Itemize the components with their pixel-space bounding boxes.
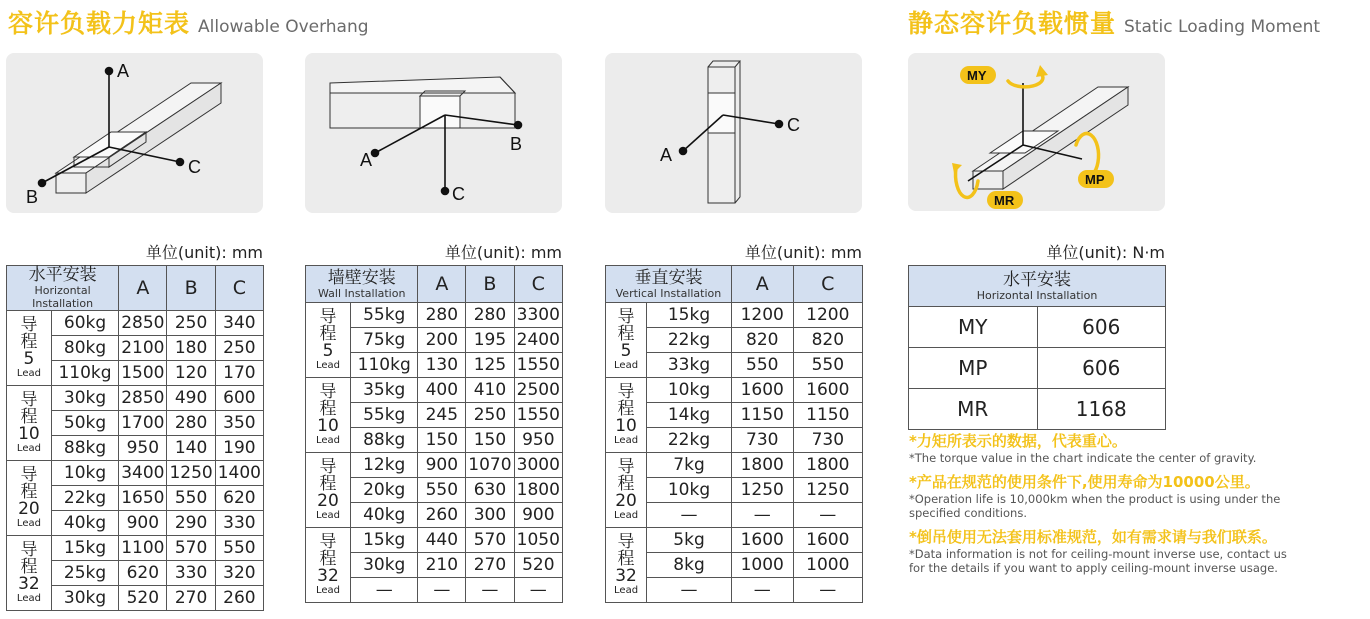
moment-illustration (908, 53, 1165, 211)
lead-char: 导 (20, 314, 38, 335)
value-cell: 820 (793, 328, 862, 353)
header-left (8, 4, 369, 40)
lead-value: 20 (615, 490, 637, 511)
header-right (908, 4, 1320, 40)
value-cell: — (466, 578, 514, 603)
value-cell: 340 (215, 311, 263, 336)
value-cell: 1550 (514, 353, 562, 378)
note-en: *Operation life is 10,000km when the product is using under the specified conditions. (909, 492, 1281, 520)
moment-value: 606 (1037, 348, 1166, 389)
value-cell: 440 (418, 528, 466, 553)
lead-word: Lead (614, 509, 639, 521)
lead-char: 导 (319, 531, 337, 552)
load-cell: 55kg (350, 303, 417, 328)
lead-char: 导 (20, 389, 38, 410)
value-cell: 2400 (514, 328, 562, 353)
load-cell: 25kg (51, 561, 118, 586)
value-cell: 200 (418, 328, 466, 353)
header-en: Horizontal Installation (976, 288, 1098, 302)
note-en: *The torque value in the chart indicate the center of gravity. (909, 451, 1257, 465)
lead-char: 程 (617, 548, 635, 569)
unit-label-3: 单位(unit): mm (744, 243, 862, 262)
value-cell: 1550 (514, 403, 562, 428)
title-zh-left: 容许负载力矩表 (8, 9, 191, 38)
wall-install-illustration (305, 53, 562, 213)
load-cell: — (350, 578, 417, 603)
label-c: C (787, 115, 800, 135)
load-cell: 50kg (51, 411, 118, 436)
label-my: MY (967, 68, 987, 83)
moment-name: MY (909, 307, 1038, 348)
lead-word: Lead (614, 434, 639, 446)
column-header-c: C (514, 266, 562, 303)
label-mr: MR (994, 193, 1015, 208)
value-cell: 1800 (793, 453, 862, 478)
lead-char: 程 (319, 473, 337, 494)
load-cell: 10kg (647, 378, 732, 403)
table-row (7, 536, 264, 561)
value-cell: 2500 (514, 378, 562, 403)
value-cell: 730 (793, 428, 862, 453)
value-cell: 250 (167, 311, 215, 336)
table-header-title (7, 266, 119, 311)
unit-label-2: 单位(unit): mm (444, 243, 562, 262)
lead-cell (306, 453, 351, 528)
value-cell: 250 (215, 336, 263, 361)
lead-char: 导 (20, 539, 38, 560)
diagram-vertical (605, 53, 862, 213)
value-cell: — (731, 503, 793, 528)
value-cell: 210 (418, 553, 466, 578)
load-cell: 75kg (350, 328, 417, 353)
load-cell: 40kg (350, 503, 417, 528)
label-b: B (26, 187, 39, 207)
lead-cell (7, 311, 52, 386)
vertical-install-illustration (605, 53, 862, 213)
value-cell: 520 (119, 586, 167, 611)
table-row (7, 461, 264, 486)
table-row (306, 453, 563, 478)
value-cell: 1500 (119, 361, 167, 386)
unit-label-1: 单位(unit): mm (145, 243, 263, 262)
lead-cell (606, 453, 647, 528)
value-cell: 1150 (731, 403, 793, 428)
value-cell: — (793, 503, 862, 528)
column-header-c: C (793, 266, 862, 303)
lead-cell (606, 378, 647, 453)
moment-row (909, 307, 1166, 348)
value-cell: 900 (418, 453, 466, 478)
value-cell: 180 (167, 336, 215, 361)
label-b: B (510, 134, 523, 154)
lead-char: 程 (319, 548, 337, 569)
value-cell: 1200 (731, 303, 793, 328)
moment-header-row (909, 266, 1166, 307)
value-cell: 260 (418, 503, 466, 528)
value-cell: 1200 (793, 303, 862, 328)
value-cell: — (514, 578, 562, 603)
lead-value: 10 (317, 415, 339, 436)
value-cell: 280 (418, 303, 466, 328)
value-cell: 1000 (731, 553, 793, 578)
lead-char: 程 (319, 323, 337, 344)
lead-word: Lead (315, 359, 340, 371)
value-cell: 2850 (119, 311, 167, 336)
table-wall (305, 265, 563, 603)
value-cell: 1600 (793, 378, 862, 403)
value-cell: 2100 (119, 336, 167, 361)
value-cell: 330 (167, 561, 215, 586)
lead-value: 32 (615, 565, 637, 586)
load-cell: 88kg (51, 436, 118, 461)
lead-word: Lead (614, 359, 639, 371)
lead-cell (306, 303, 351, 378)
lead-char: 程 (319, 398, 337, 419)
load-cell: 15kg (350, 528, 417, 553)
load-cell: 35kg (350, 378, 417, 403)
value-cell: — (418, 578, 466, 603)
column-header-a: A (731, 266, 793, 303)
column-header-b: B (466, 266, 514, 303)
table-row (7, 386, 264, 411)
value-cell: 1100 (119, 536, 167, 561)
lead-value: 5 (322, 340, 334, 361)
load-cell: 10kg (51, 461, 118, 486)
load-cell: 30kg (350, 553, 417, 578)
moment-table-wrap (908, 265, 1166, 430)
label-a: A (360, 150, 373, 170)
lead-value: 5 (620, 340, 632, 361)
load-cell: 110kg (51, 361, 118, 386)
load-cell: 110kg (350, 353, 417, 378)
load-cell: — (647, 578, 732, 603)
lead-cell (606, 303, 647, 378)
value-cell: 3400 (119, 461, 167, 486)
value-cell: 730 (731, 428, 793, 453)
lead-value: 20 (317, 490, 339, 511)
value-cell: 620 (215, 486, 263, 511)
value-cell: 550 (793, 353, 862, 378)
notes (909, 428, 1364, 581)
lead-word: Lead (16, 442, 41, 454)
value-cell: 490 (167, 386, 215, 411)
lead-char: 程 (617, 323, 635, 344)
value-cell: 570 (466, 528, 514, 553)
moment-value: 606 (1037, 307, 1166, 348)
lead-value: 32 (317, 565, 339, 586)
load-cell: 15kg (51, 536, 118, 561)
value-cell: 1400 (215, 461, 263, 486)
lead-cell (606, 528, 647, 603)
moment-name: MR (909, 389, 1038, 430)
label-a: A (117, 61, 130, 81)
load-cell: 30kg (51, 586, 118, 611)
lead-value: 20 (18, 498, 40, 519)
value-cell: 330 (215, 511, 263, 536)
unit-label-4: 单位(unit): N·m (1046, 243, 1165, 262)
value-cell: 620 (119, 561, 167, 586)
label-c: C (452, 184, 465, 204)
value-cell: 195 (466, 328, 514, 353)
table-row (606, 453, 863, 478)
lead-char: 导 (617, 531, 635, 552)
lead-char: 程 (20, 481, 38, 502)
value-cell: 950 (119, 436, 167, 461)
table-vertical (605, 265, 863, 603)
value-cell: 320 (215, 561, 263, 586)
table-header-row (7, 266, 264, 311)
lead-char: 导 (617, 306, 635, 327)
value-cell: 400 (418, 378, 466, 403)
load-cell: 12kg (350, 453, 417, 478)
moment-row (909, 389, 1166, 430)
value-cell: 550 (215, 536, 263, 561)
load-cell: 80kg (51, 336, 118, 361)
load-cell: 7kg (647, 453, 732, 478)
value-cell: — (793, 578, 862, 603)
table-header-row (606, 266, 863, 303)
value-cell: 600 (215, 386, 263, 411)
lead-char: 程 (20, 331, 38, 352)
value-cell: 550 (731, 353, 793, 378)
moment-header (909, 266, 1166, 307)
lead-cell (306, 378, 351, 453)
load-cell: 8kg (647, 553, 732, 578)
lead-word: Lead (16, 517, 41, 529)
value-cell: 270 (167, 586, 215, 611)
value-cell: 520 (514, 553, 562, 578)
lead-char: 导 (319, 381, 337, 402)
value-cell: 190 (215, 436, 263, 461)
lead-char: 导 (319, 456, 337, 477)
table-row (606, 303, 863, 328)
value-cell: 550 (167, 486, 215, 511)
column-header-c: C (215, 266, 263, 311)
lead-char: 程 (617, 398, 635, 419)
header-zh: 水平安装 (1003, 269, 1071, 290)
table-header-title (606, 266, 732, 303)
load-cell: 22kg (51, 486, 118, 511)
note-en: *Data information is not for ceiling-mount inverse use, contact us for the details if you want to apply ceiling-mount inverse usage. (909, 547, 1287, 575)
value-cell: 125 (466, 353, 514, 378)
lead-cell (7, 461, 52, 536)
header-zh: 垂直安装 (634, 267, 703, 288)
note-zh: *产品在规范的使用条件下,使用寿命为10000公里。 (909, 473, 1260, 491)
table-header-title (306, 266, 418, 303)
value-cell: 290 (167, 511, 215, 536)
value-cell: 300 (466, 503, 514, 528)
value-cell: 1800 (731, 453, 793, 478)
horizontal-install-illustration (6, 53, 263, 213)
load-cell: 22kg (647, 328, 732, 353)
value-cell: 250 (466, 403, 514, 428)
value-cell: 900 (119, 511, 167, 536)
load-cell: 15kg (647, 303, 732, 328)
value-cell: 1600 (731, 528, 793, 553)
title-en-right: Static Loading Moment (1124, 17, 1321, 37)
load-cell: 5kg (647, 528, 732, 553)
header-en: Wall Installation (317, 286, 406, 300)
lead-cell (7, 536, 52, 611)
value-cell: 1800 (514, 478, 562, 503)
value-cell: 3000 (514, 453, 562, 478)
table-header-row (306, 266, 563, 303)
table-row (7, 311, 264, 336)
note-zh: *倒吊使用无法套用标准规范，如有需求请与我们联系。 (909, 528, 1277, 546)
lead-char: 导 (617, 381, 635, 402)
lead-value: 32 (18, 573, 40, 594)
lead-char: 程 (20, 556, 38, 577)
table-horizontal-wrap (6, 265, 264, 611)
value-cell: 630 (466, 478, 514, 503)
title-en-left: Allowable Overhang (198, 17, 369, 37)
lead-char: 程 (20, 406, 38, 427)
note-zh: *力矩所表示的数据，代表重心。 (909, 432, 1127, 450)
lead-char: 程 (617, 473, 635, 494)
value-cell: 3300 (514, 303, 562, 328)
lead-word: Lead (16, 367, 41, 379)
value-cell: 1700 (119, 411, 167, 436)
value-cell: 2850 (119, 386, 167, 411)
lead-char: 导 (617, 456, 635, 477)
table-row (306, 528, 563, 553)
diagram-wall (305, 53, 562, 213)
label-a: A (660, 145, 673, 165)
table-row (606, 378, 863, 403)
value-cell: 270 (466, 553, 514, 578)
header-zh: 水平安装 (28, 265, 97, 285)
value-cell: 900 (514, 503, 562, 528)
diagram-horizontal (6, 53, 263, 213)
lead-value: 5 (23, 348, 35, 369)
value-cell: 245 (418, 403, 466, 428)
load-cell: 10kg (647, 478, 732, 503)
value-cell: 1250 (167, 461, 215, 486)
load-cell: 55kg (350, 403, 417, 428)
value-cell: 350 (215, 411, 263, 436)
value-cell: 130 (418, 353, 466, 378)
lead-value: 10 (615, 415, 637, 436)
value-cell: 1600 (731, 378, 793, 403)
table-vertical-wrap (605, 265, 863, 603)
value-cell: 1650 (119, 486, 167, 511)
header-en: Horizontal Installation (32, 284, 94, 310)
header-zh: 墙壁安装 (327, 267, 396, 288)
value-cell: 1000 (793, 553, 862, 578)
lead-word: Lead (315, 584, 340, 596)
value-cell: 1150 (793, 403, 862, 428)
column-header-a: A (418, 266, 466, 303)
title-zh-right: 静态容许负载惯量 (908, 9, 1117, 38)
lead-word: Lead (614, 584, 639, 596)
lead-value: 10 (18, 423, 40, 444)
load-cell: 33kg (647, 353, 732, 378)
value-cell: 280 (466, 303, 514, 328)
value-cell: 150 (418, 428, 466, 453)
lead-cell (7, 386, 52, 461)
label-mp: MP (1085, 172, 1105, 187)
value-cell: 950 (514, 428, 562, 453)
load-cell: 14kg (647, 403, 732, 428)
load-cell: 88kg (350, 428, 417, 453)
value-cell: 170 (215, 361, 263, 386)
load-cell: 60kg (51, 311, 118, 336)
table-row (606, 528, 863, 553)
moment-value: 1168 (1037, 389, 1166, 430)
moment-row (909, 348, 1166, 389)
value-cell: 120 (167, 361, 215, 386)
value-cell: 1070 (466, 453, 514, 478)
table-row (306, 378, 563, 403)
value-cell: 410 (466, 378, 514, 403)
load-cell: 40kg (51, 511, 118, 536)
value-cell: — (731, 578, 793, 603)
table-row (306, 303, 563, 328)
header-en: Vertical Installation (615, 286, 722, 300)
value-cell: 280 (167, 411, 215, 436)
load-cell: — (647, 503, 732, 528)
value-cell: 820 (731, 328, 793, 353)
lead-word: Lead (315, 434, 340, 446)
value-cell: 1600 (793, 528, 862, 553)
value-cell: 550 (418, 478, 466, 503)
lead-cell (306, 528, 351, 603)
lead-char: 导 (319, 306, 337, 327)
lead-char: 导 (20, 464, 38, 485)
load-cell: 30kg (51, 386, 118, 411)
column-header-b: B (167, 266, 215, 311)
diagram-moment (908, 53, 1165, 211)
column-header-a: A (119, 266, 167, 311)
load-cell: 22kg (647, 428, 732, 453)
value-cell: 150 (466, 428, 514, 453)
table-wall-wrap (305, 265, 563, 603)
table-moment (908, 265, 1166, 430)
moment-name: MP (909, 348, 1038, 389)
table-horizontal (6, 265, 264, 611)
value-cell: 570 (167, 536, 215, 561)
value-cell: 1250 (731, 478, 793, 503)
value-cell: 1250 (793, 478, 862, 503)
lead-word: Lead (16, 592, 41, 604)
load-cell: 20kg (350, 478, 417, 503)
value-cell: 140 (167, 436, 215, 461)
value-cell: 260 (215, 586, 263, 611)
label-c: C (188, 157, 201, 177)
value-cell: 1050 (514, 528, 562, 553)
lead-word: Lead (315, 509, 340, 521)
